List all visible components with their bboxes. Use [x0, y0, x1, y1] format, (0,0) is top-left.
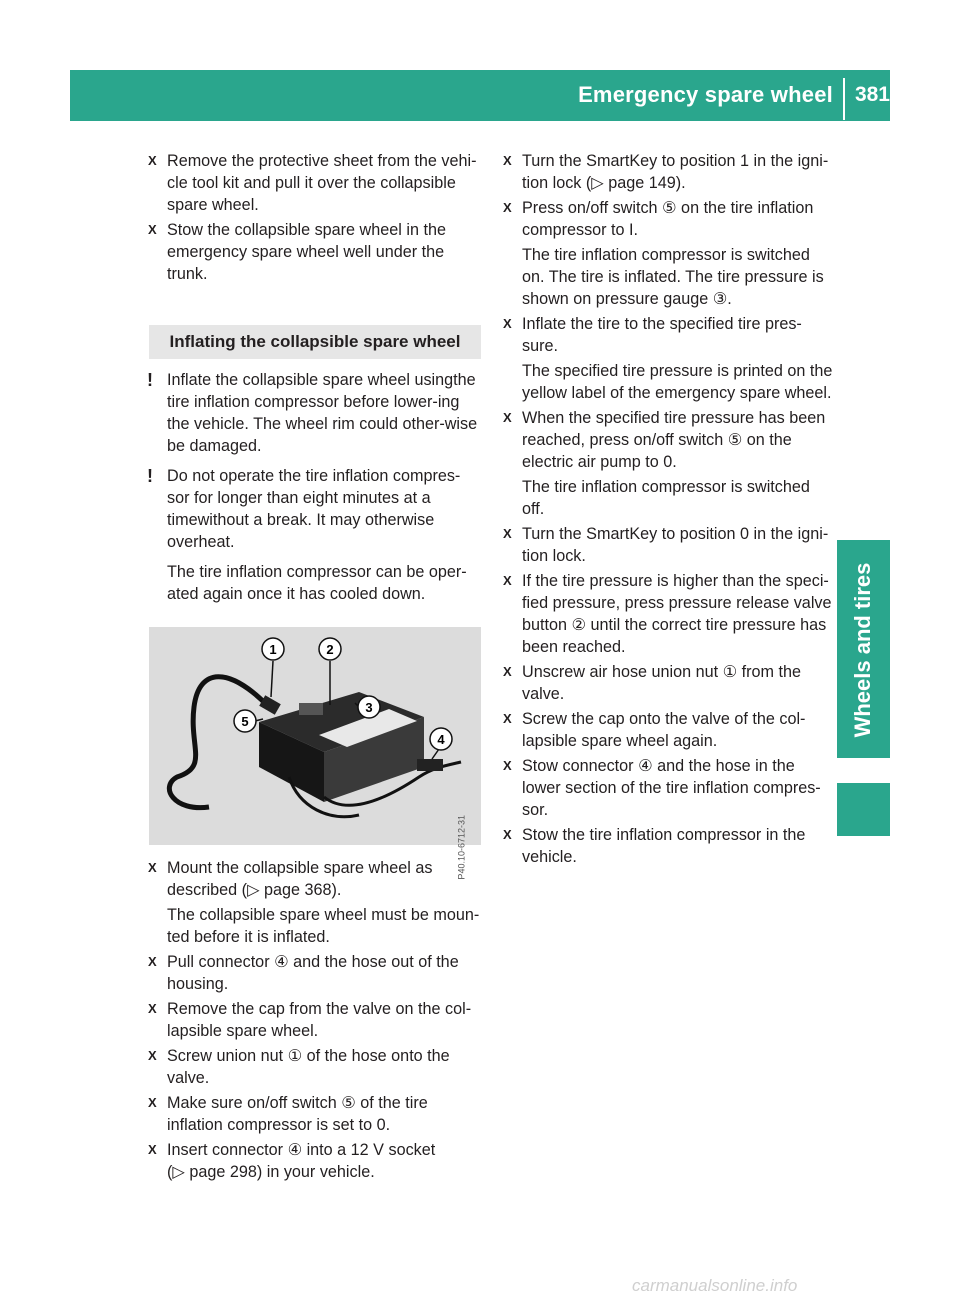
- note-text: shown on pressure gauge ③.: [522, 290, 732, 308]
- note-text: The collapsible spare wheel must be moun-: [167, 906, 480, 924]
- step-text: button ② until the correct tire pressure has: [522, 616, 827, 634]
- instruction-step: [500, 150, 836, 194]
- step-text: spare wheel.: [167, 196, 259, 214]
- chapter-tab-label: Wheels and tires: [850, 562, 875, 738]
- note-text: The tire inflation compressor can be oper-: [167, 563, 467, 581]
- step-marker: X: [503, 200, 512, 215]
- step-text: electric air pump to 0.: [522, 453, 677, 471]
- step-text: Screw union nut ① of the hose onto the: [167, 1047, 450, 1065]
- warning-text: sor for longer than eight minutes at a time: [167, 489, 431, 529]
- air-hose: [169, 677, 267, 808]
- step-text: Stow the tire inflation compressor in the: [522, 826, 806, 844]
- warning-text: without a break. It may otherwise overheat.: [167, 511, 435, 551]
- step-text: Unscrew air hose union nut ① from the: [522, 663, 802, 681]
- step-text: tion lock.: [522, 547, 586, 565]
- step-marker: X: [503, 711, 512, 726]
- step-marker: X: [503, 316, 512, 331]
- section-heading: Inflating the collapsible spare wheel: [149, 325, 481, 359]
- note-text: The tire inflation compressor is switched: [522, 478, 810, 496]
- warning: [145, 465, 481, 553]
- step-marker: X: [503, 758, 512, 773]
- step-text: valve.: [522, 685, 565, 703]
- step-text: Insert connector ④ into a 12 V socket: [167, 1141, 436, 1159]
- step-text: fied pressure, press pressure release valve: [522, 594, 832, 612]
- instruction-step: [500, 407, 836, 473]
- step-text: inflation compressor is set to 0.: [167, 1116, 391, 1134]
- instruction-step: [145, 1092, 481, 1136]
- note-text: on. The tire is inflated. The tire pressure is: [522, 268, 824, 286]
- step-text: tion lock (▷ page 149).: [522, 174, 686, 192]
- step-marker: X: [148, 1001, 157, 1016]
- page-number: 381: [854, 83, 890, 106]
- step-text: Remove the protective sheet from the vehi-: [167, 152, 477, 170]
- warning-text: Do not operate the tire inflation compres-: [167, 467, 461, 485]
- step-text: emergency spare wheel well under the: [167, 243, 445, 261]
- warning-text: wise be damaged.: [167, 415, 478, 455]
- left-bottom-steps: [145, 857, 481, 1183]
- instruction-step: [145, 1139, 481, 1183]
- instruction-step: [145, 998, 481, 1042]
- step-text: Make sure on/off switch ⑤ of the tire: [167, 1094, 428, 1112]
- note-text: ted before it is inflated.: [167, 928, 330, 946]
- warning-note: [145, 561, 481, 605]
- warning-icon: !: [147, 466, 153, 486]
- step-text: lower section of the tire inflation compres-: [522, 779, 821, 797]
- right-steps: [500, 150, 836, 868]
- step-marker: X: [148, 860, 157, 875]
- step-text: (▷ page 298) in your vehicle.: [167, 1163, 375, 1181]
- step-text: Screw the cap onto the valve of the col-: [522, 710, 806, 728]
- step-marker: X: [503, 664, 512, 679]
- instruction-step: [500, 708, 836, 752]
- step-text: vehicle.: [522, 848, 577, 866]
- callout-line-4: [432, 749, 439, 759]
- step-text: housing.: [167, 975, 229, 993]
- note-text: yellow label of the emergency spare wheel.: [522, 384, 832, 402]
- step-text: Inflate the tire to the specified tire pres-: [522, 315, 802, 333]
- instruction-step: [500, 570, 836, 658]
- step-text: lapsible spare wheel again.: [522, 732, 718, 750]
- callout-3-label: 3: [365, 700, 373, 715]
- step-text: Pull connector ④ and the hose out of the: [167, 953, 459, 971]
- instruction-step: [145, 951, 481, 995]
- step-text: compressor to I.: [522, 221, 639, 239]
- step-text: sor.: [522, 801, 549, 819]
- callout-4-label: 4: [437, 732, 445, 747]
- step-text: been reached.: [522, 638, 626, 656]
- step-note: [500, 244, 836, 310]
- step-text: cle tool kit and pull it over the collapsible: [167, 174, 456, 192]
- chapter-marker-block: [837, 783, 890, 836]
- step-marker: X: [503, 526, 512, 541]
- warnings: [145, 369, 481, 553]
- step-marker: X: [148, 1142, 157, 1157]
- note-text: off.: [522, 500, 545, 518]
- step-marker: X: [503, 153, 512, 168]
- instruction-step: [500, 824, 836, 868]
- step-text: Remove the cap from the valve on the col-: [167, 1000, 472, 1018]
- callout-1-label: 1: [269, 642, 277, 657]
- step-marker: X: [148, 1048, 157, 1063]
- step-text: described (▷ page 368).: [167, 881, 342, 899]
- step-marker: X: [148, 153, 157, 168]
- left-column: [145, 150, 481, 1186]
- section-title: Emergency spare wheel: [578, 82, 833, 107]
- step-text: reached, press on/off switch ⑤ on the: [522, 431, 792, 449]
- callout-2-label: 2: [326, 642, 334, 657]
- step-text: If the tire pressure is higher than the speci-: [522, 572, 829, 590]
- instruction-step: [500, 313, 836, 357]
- step-note: [145, 904, 481, 948]
- step-text: sure.: [522, 337, 558, 355]
- note-text: ated again once it has cooled down.: [167, 585, 426, 603]
- step-text: Turn the SmartKey to position 1 in the igni-: [522, 152, 829, 170]
- step-marker: X: [148, 1095, 157, 1110]
- callout-5-label: 5: [241, 714, 249, 729]
- warning-icon: !: [147, 370, 153, 390]
- left-top-steps: [145, 150, 481, 285]
- pressure-gauge: [299, 703, 323, 715]
- step-marker: X: [503, 573, 512, 588]
- note-text: The tire inflation compressor is switched: [522, 246, 810, 264]
- step-text: Stow connector ④ and the hose in the: [522, 757, 795, 775]
- instruction-step: [145, 150, 481, 216]
- instruction-step: [500, 197, 836, 241]
- step-note: [500, 360, 836, 404]
- step-note: [500, 476, 836, 520]
- instruction-step: [145, 219, 481, 285]
- header: [578, 80, 890, 110]
- callout-line-1: [271, 661, 273, 697]
- instruction-step: [500, 523, 836, 567]
- step-marker: X: [148, 954, 157, 969]
- note-text: The specified tire pressure is printed on the: [522, 362, 833, 380]
- step-text: Press on/off switch ⑤ on the tire inflation: [522, 199, 814, 217]
- socket-connector: [417, 759, 443, 771]
- instruction-step: [145, 857, 481, 901]
- instruction-step: [145, 1045, 481, 1089]
- right-column: [500, 150, 836, 871]
- instruction-step: [500, 755, 836, 821]
- step-marker: X: [503, 410, 512, 425]
- compressor-drawing: [149, 627, 481, 845]
- step-marker: X: [148, 222, 157, 237]
- warning-text: the tire inflation compressor before lower-: [167, 371, 476, 411]
- step-text: trunk.: [167, 265, 208, 283]
- step-text: valve.: [167, 1069, 210, 1087]
- step-text: When the specified tire pressure has been: [522, 409, 826, 427]
- figure-code: P40.10-6712-31: [457, 815, 467, 880]
- warning-text: Inflate the collapsible spare wheel using: [167, 371, 454, 389]
- warning: [145, 369, 481, 457]
- warning-text: ing the vehicle. The wheel rim could other-: [167, 393, 460, 433]
- step-text: lapsible spare wheel.: [167, 1022, 319, 1040]
- step-text: Stow the collapsible spare wheel in the: [167, 221, 446, 239]
- instruction-step: [500, 661, 836, 705]
- step-text: Turn the SmartKey to position 0 in the igni-: [522, 525, 829, 543]
- step-marker: X: [503, 827, 512, 842]
- watermark: carmanualsonline.info: [632, 1276, 798, 1295]
- step-text: Mount the collapsible spare wheel as: [167, 859, 433, 877]
